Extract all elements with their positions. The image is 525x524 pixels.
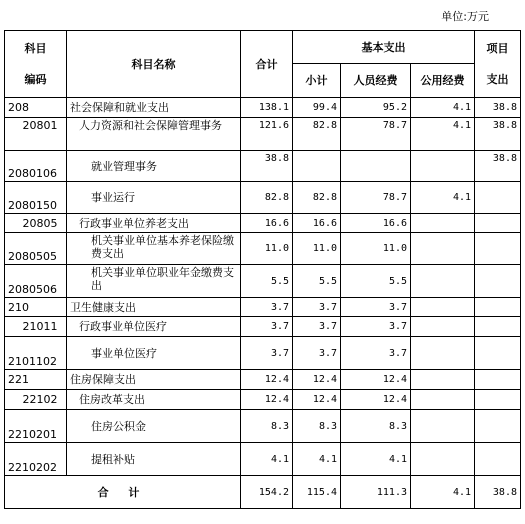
table-row: 221 住房保障支出 12.4 12.4 12.4 (5, 370, 521, 390)
row-name: 机关事业单位职业年金缴费支出 (67, 265, 241, 298)
row-name: 卫生健康支出 (67, 298, 241, 317)
table-row: 2080106 就业管理事务 38.8 38.8 (5, 151, 521, 182)
row-code: 22102 (5, 390, 67, 410)
row-code: 210 (5, 298, 67, 317)
header-basic: 基本支出 (293, 31, 475, 64)
table-row: 21011 行政事业单位医疗 3.7 3.7 3.7 (5, 317, 521, 337)
row-name: 事业单位医疗 (67, 337, 241, 370)
row-name: 住房保障支出 (67, 370, 241, 390)
row-code: 2080150 (5, 182, 67, 214)
table-row: 2101102 事业单位医疗 3.7 3.7 3.7 (5, 337, 521, 370)
row-code: 2080106 (5, 151, 67, 182)
header-subtotal: 小计 (293, 64, 341, 98)
row-name: 行政事业单位医疗 (67, 317, 241, 337)
table-row: 2080150 事业运行 82.8 82.8 78.7 4.1 (5, 182, 521, 214)
row-code: 2210202 (5, 443, 67, 476)
header-project: 项目 支出 (475, 31, 521, 98)
row-name: 住房改革支出 (67, 390, 241, 410)
table-row: 22102 住房改革支出 12.4 12.4 12.4 (5, 390, 521, 410)
row-code: 2101102 (5, 337, 67, 370)
row-code: 20801 (5, 118, 67, 151)
row-code: 2080505 (5, 233, 67, 265)
table-row: 208 社会保障和就业支出 138.1 99.4 95.2 4.1 38.8 (5, 98, 521, 118)
header-total: 合计 (241, 31, 293, 98)
table-row: 2080506 机关事业单位职业年金缴费支出 5.5 5.5 5.5 (5, 265, 521, 298)
table-row: 20805 行政事业单位养老支出 16.6 16.6 16.6 (5, 214, 521, 233)
row-name: 社会保障和就业支出 (67, 98, 241, 118)
total-label: 合 计 (5, 476, 241, 509)
row-code: 208 (5, 98, 67, 118)
budget-table (4, 30, 521, 509)
row-code: 21011 (5, 317, 67, 337)
header-personnel: 人员经费 (341, 64, 411, 98)
header-public: 公用经费 (411, 64, 475, 98)
row-name: 行政事业单位养老支出 (67, 214, 241, 233)
header-subject-code: 科目 编码 (5, 31, 67, 98)
row-code: 221 (5, 370, 67, 390)
row-name: 就业管理事务 (67, 151, 241, 182)
row-name: 人力资源和社会保障管理事务 (67, 118, 241, 151)
table-row: 2210202 提租补贴 4.1 4.1 4.1 (5, 443, 521, 476)
total-value: 154.2 (241, 476, 293, 509)
row-code: 2210201 (5, 410, 67, 443)
row-name: 住房公积金 (67, 410, 241, 443)
row-name: 提租补贴 (67, 443, 241, 476)
unit-label: 单位:万元 (441, 10, 489, 23)
row-code: 20805 (5, 214, 67, 233)
total-row: 合 计 154.2 115.4 111.3 4.1 38.8 (5, 476, 521, 509)
row-name: 机关事业单位基本养老保险缴费支出 (67, 233, 241, 265)
table-row: 2210201 住房公积金 8.3 8.3 8.3 (5, 410, 521, 443)
row-name: 事业运行 (67, 182, 241, 214)
table-row: 210 卫生健康支出 3.7 3.7 3.7 (5, 298, 521, 317)
table-row: 2080505 机关事业单位基本养老保险缴费支出 11.0 11.0 11.0 (5, 233, 521, 265)
header-subject-name: 科目名称 (67, 31, 241, 98)
row-code: 2080506 (5, 265, 67, 298)
table-row: 20801 人力资源和社会保障管理事务 121.6 82.8 78.7 4.1 38.8 (5, 118, 521, 151)
